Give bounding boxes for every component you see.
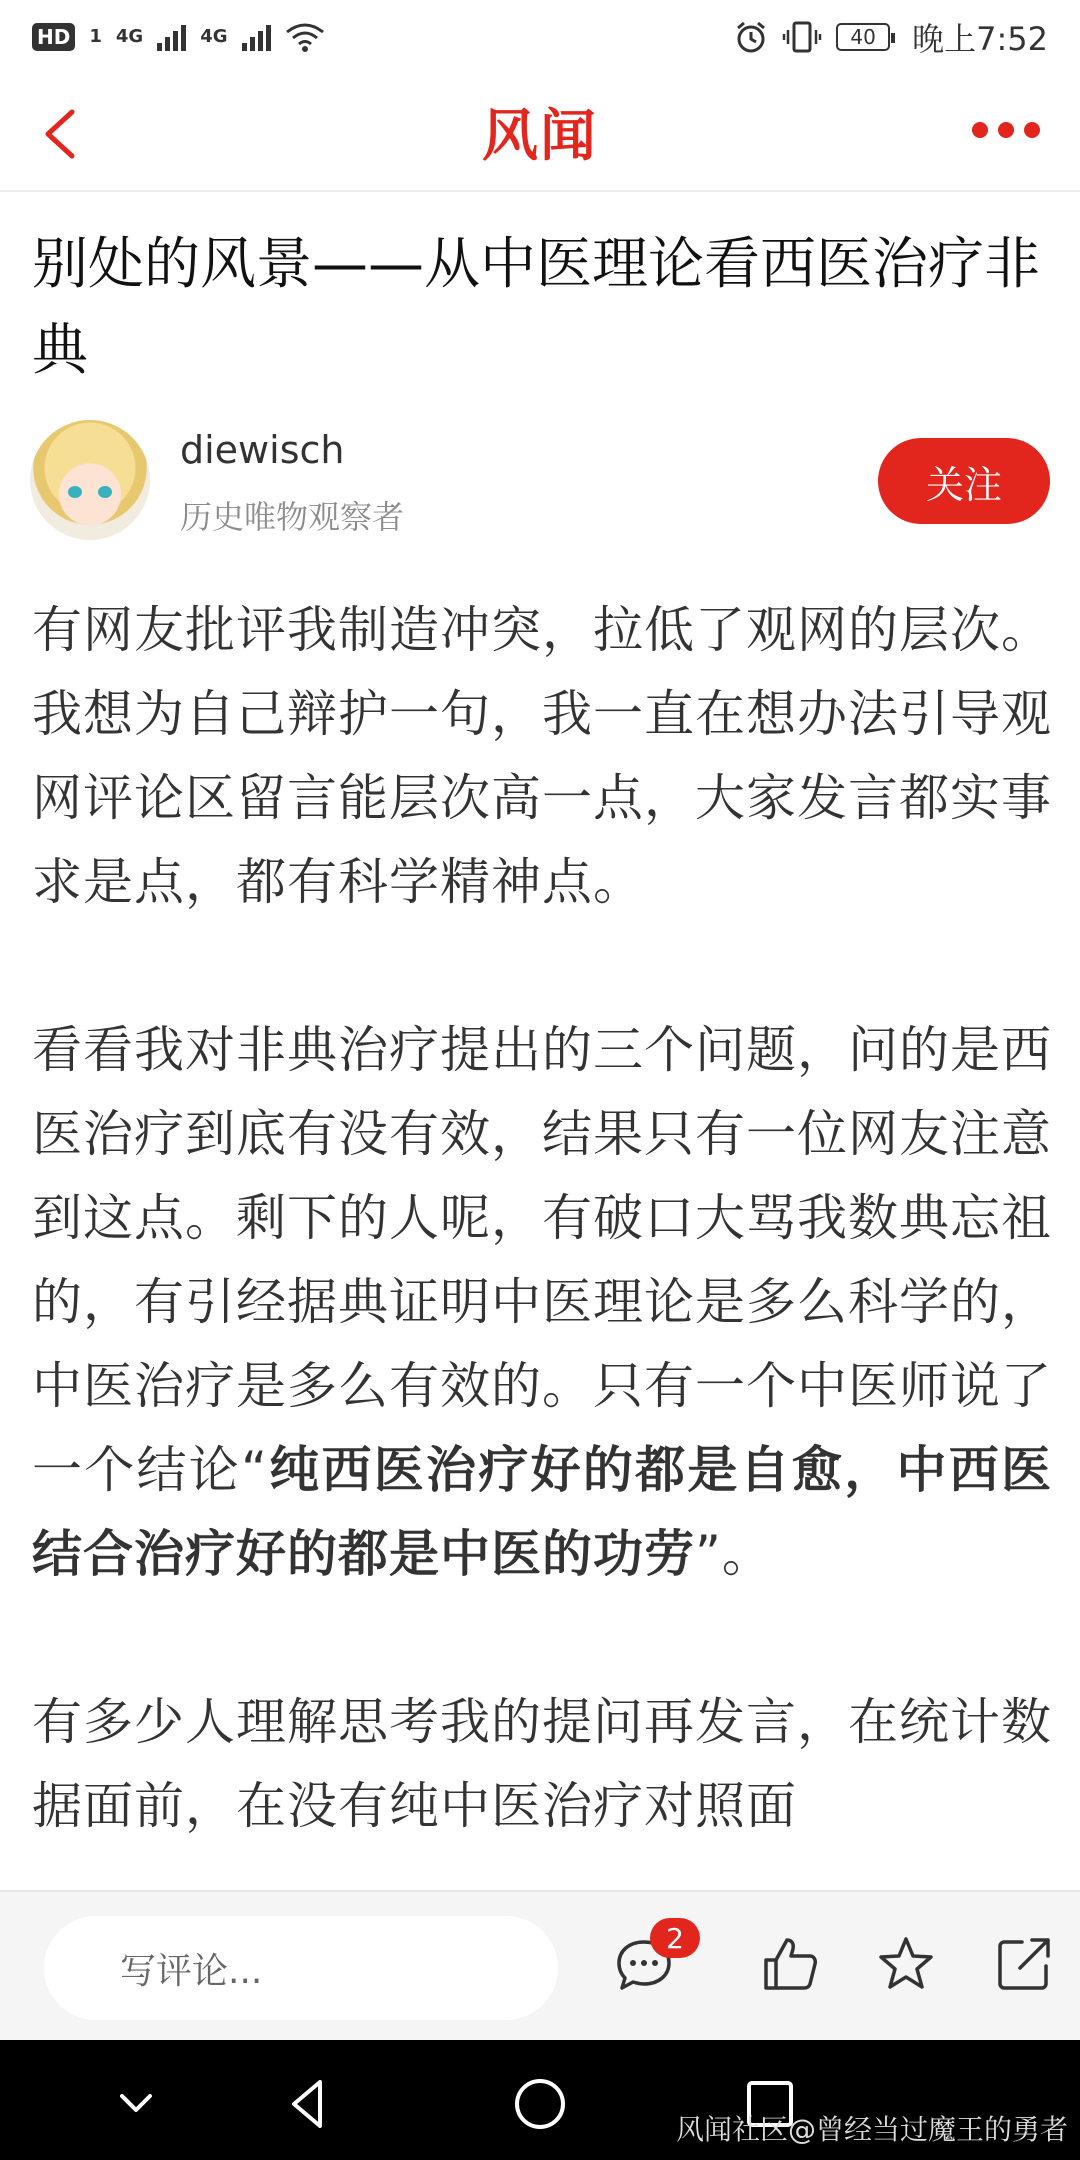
share-icon[interactable] [994,1934,1054,1994]
wifi-icon [285,22,325,52]
back-icon[interactable] [34,104,94,164]
page-title: 风闻 [482,104,598,169]
network-label-1: 4G [115,26,144,47]
follow-button[interactable]: 关注 [878,438,1050,524]
signal-icon [157,23,186,51]
status-time: 晚上7:52 [912,20,1048,58]
status-left [32,22,325,52]
system-nav-bar [0,2040,1080,2160]
alarm-icon [734,20,768,54]
status-bar [0,0,1080,74]
watermark: 风闻社区@曾经当过魔王的勇者 [675,2113,1068,2146]
paragraph-2-text: 看看我对非典治疗提出的三个问题，问的是西医治疗到底有没有效，结果只有一位网友注意到这点。剩下的人呢，有破口大骂我数典忘祖的，有引经据典证明中医理论是多么科学的，中医治疗是多么有效的。只有一个中医师说了一个结论“ [32,1021,1052,1499]
hd-badge: HD [32,23,75,51]
like-icon[interactable] [760,1934,820,1994]
vibrate-icon [782,20,822,54]
comment-input[interactable]: 写评论... [44,1916,558,2020]
nav-home-icon[interactable] [512,2076,568,2132]
paragraph-2-end: ”。 [695,1525,773,1583]
avatar[interactable] [30,420,150,540]
bottom-action-bar [0,1890,1080,2040]
status-right [734,14,1048,60]
author-name[interactable]: diewisch [180,428,345,472]
author-description: 历史唯物观察者 [180,498,405,536]
nav-collapse-icon[interactable] [108,2076,164,2132]
star-icon[interactable] [876,1934,936,1994]
paragraph-1: 有网友批评我制造冲突，拉低了观网的层次。我想为自己辩护一句，我一直在想办法引导观网评论区留言能层次高一点，大家发言都实事求是点，都有科学精神点。 [32,601,1052,911]
comment-count-badge: 2 [650,1918,700,1958]
paragraph-2 [32,1008,1052,1596]
sim-label: 1 [89,26,102,47]
network-label-2: 4G [200,26,228,47]
paragraph-2-bold: 纯西医治疗好的都是自愈，中西医结合治疗好的都是中医的功劳 [32,1441,1053,1583]
app-header [0,74,1080,192]
paragraph-3: 有多少人理解思考我的提问再发言，在统计数据面前，在没有纯中医治疗对照面 [32,1693,1052,1835]
article-title: 别处的风景——从中医理论看西医治疗非典 [32,232,1040,383]
battery-icon: 40 [836,23,890,51]
more-icon[interactable] [972,122,1040,138]
nav-back-icon[interactable] [280,2076,336,2132]
article-body [32,588,1052,1932]
signal-icon-2 [242,23,271,51]
